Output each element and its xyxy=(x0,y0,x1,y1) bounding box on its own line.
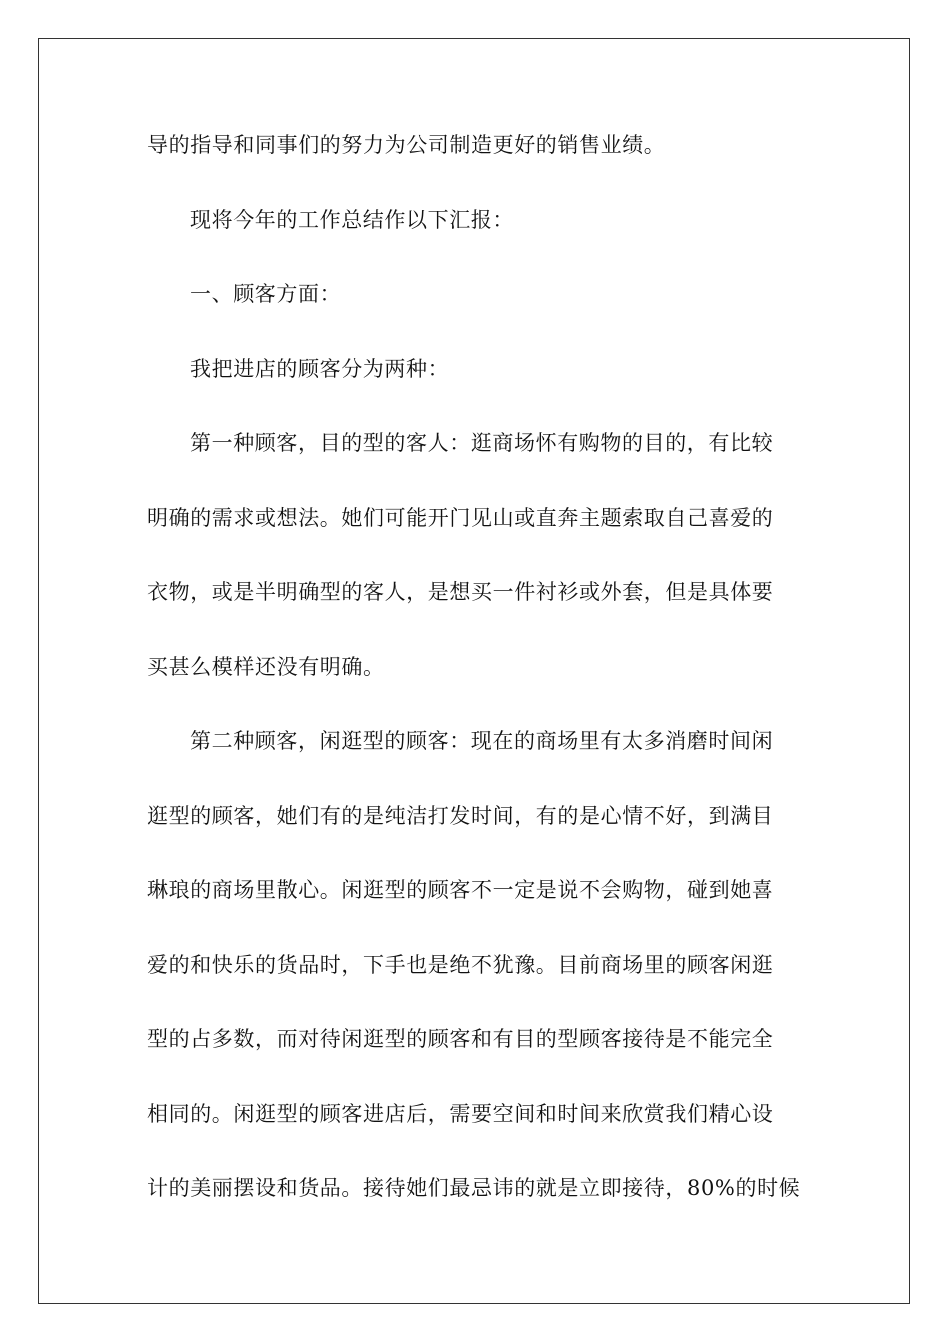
paragraph-type2-line-7: 计的美丽摆设和货品。接待她们最忌讳的就是立即接待，80%的时候 xyxy=(147,1176,801,1200)
paragraph-type1-line-3: 衣物，或是半明确型的客人，是想买一件衬衫或外套，但是具体要 xyxy=(147,580,774,604)
paragraph-type2-line-1: 第二种顾客，闲逛型的顾客：现在的商场里有太多消磨时间闲 xyxy=(190,729,774,753)
paragraph-type2-line-5: 型的占多数，而对待闲逛型的顾客和有目的型顾客接待是不能完全 xyxy=(147,1027,774,1051)
paragraph-type2-line-4: 爱的和快乐的货品时，下手也是绝不犹豫。目前商场里的顾客闲逛 xyxy=(147,952,774,977)
text-line-4: 我把进店的顾客分为两种： xyxy=(190,356,450,381)
paragraph-type1-line-4: 买甚么模样还没有明确。 xyxy=(147,654,385,679)
text-line-1: 导的指导和同事们的努力为公司制造更好的销售业绩。 xyxy=(147,133,666,157)
paragraph-type1-line-2: 明确的需求或想法。她们可能开门见山或直奔主题索取自己喜爱的 xyxy=(147,505,774,530)
paragraph-type2-line-2: 逛型的顾客，她们有的是纯洁打发时间，有的是心情不好，到满目 xyxy=(147,803,774,828)
paragraph-type2-line-3: 琳琅的商场里散心。闲逛型的顾客不一定是说不会购物，碰到她喜 xyxy=(147,878,774,902)
text-line-2: 现将今年的工作总结作以下汇报： xyxy=(190,207,514,232)
paragraph-type2-line-6: 相同的。闲逛型的顾客进店后，需要空间和时间来欣赏我们精心设 xyxy=(147,1101,774,1126)
document-body xyxy=(147,130,807,1248)
paragraph-type1-line-1: 第一种顾客，目的型的客人：逛商场怀有购物的目的，有比较 xyxy=(190,431,774,455)
section-heading-customers: 一、顾客方面： xyxy=(190,282,342,306)
